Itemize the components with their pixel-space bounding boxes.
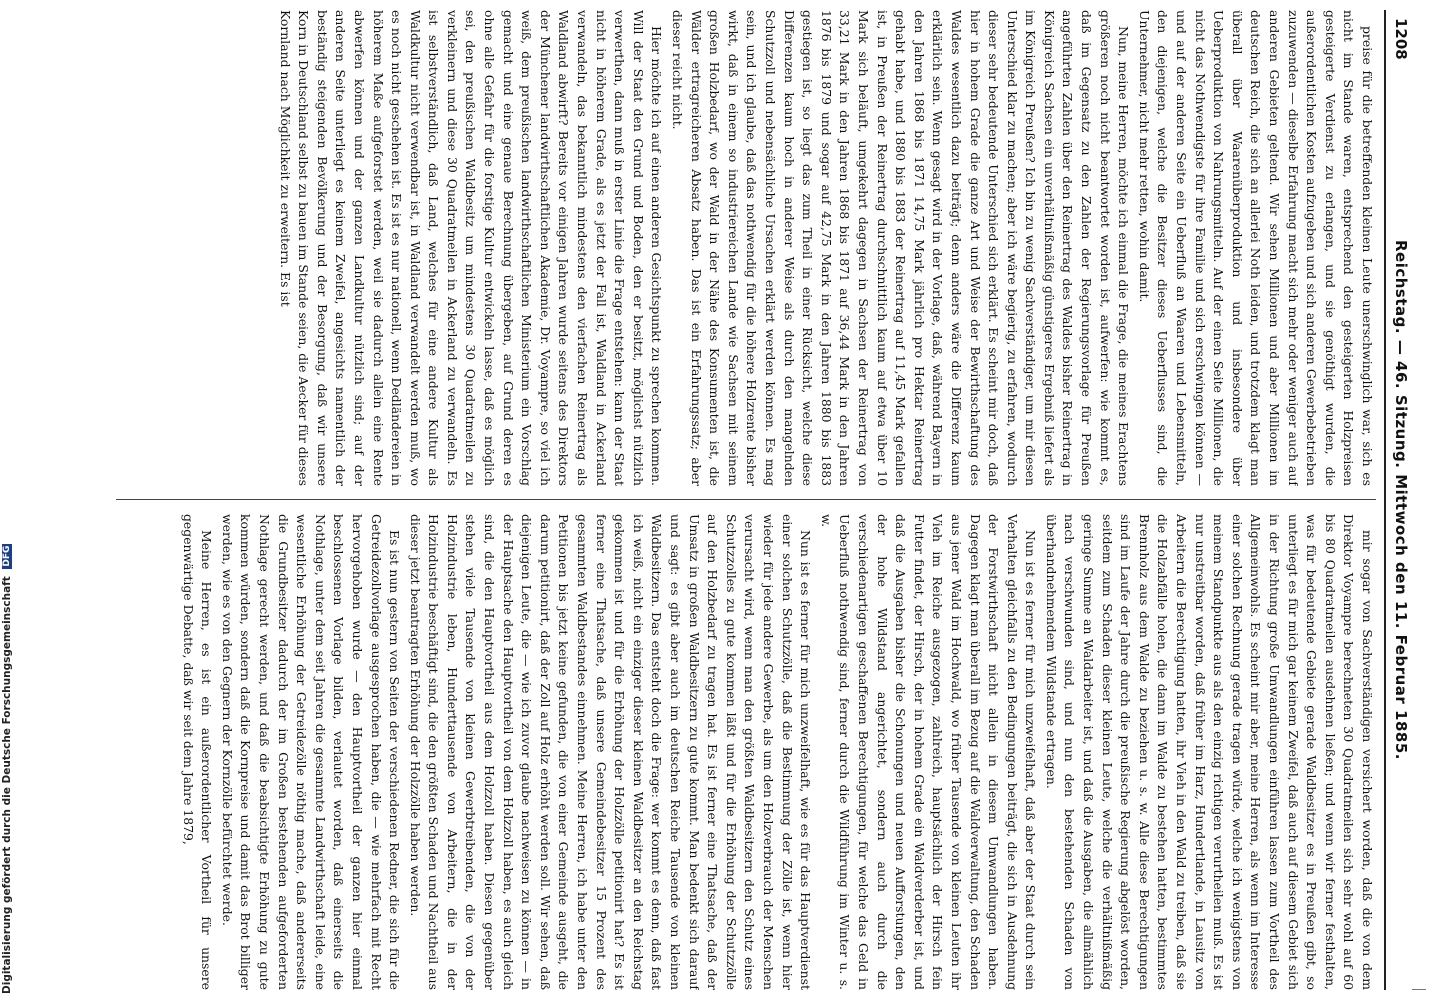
paragraph: Nun, meine Herren, möchte ich einmal die Frage, die meines Erachtens größeren noch nicht beantwortet worden ist, aufwerfen: wie kommt es, daß im Gegensatz zu den Zahlen der Regierungsvorlage für Preußen angeführten Zahlen über den Reinertrag des Waldes bisher Reinertrag in Königreich Sachsen ein unverhältnißmäßig günstigeres Ergebniß liefert als im Königreich Preußen? Ich bin zu wenig Sachverständiger, um mir diesen Unterschied klar zu machen; aber ich wäre begierig, zu erfahren, wodurch dieser sehr bedeutende Unterschied sich erklärt. Es scheint mir doch, daß hier in hohem Grade die ganze Art und Weise der Bewirthschaftung des Waldes wesentlich dazu beiträgt; denn anders wäre die Differenz kaum erklärlich sein. Wenn gesagt wird in der Vorlage, daß, während Bayern in den Jahren 1868 bis 1871 14,75 Mark jährlich pro Hektar Reinertrag gehabt habe, und 1880 bis 1883 der Reinertrag auf 11,45 Mark gefallen ist, in Preußen der Reinertrag durchschnittlich kaum auf etwa über 10 Mark sich beläuft, umgekehrt dagegen in Sachsen der Reinertrag von 33,21 Mark in den Jahren 1868 bis 1871 auf 36,44 Mark in den Jahren 1876 bis 1879 und sogar auf 42,75 Mark in den Jahren 1880 bis 1883 gestiegen ist, so liegt das zum Theil in einer Rücksicht, welche diese Differenzen kaum hoch in anderer Weise als durch den mangelnden Schutzzoll und nebensächliche Ursachen erklärt werden können. Es mag sein, und ich glaube, daß das nothwendig für die höhere Holzrente bisher wirkt, daß in einem so industriereichen Lande wie Sachsen mit seinem großen Holzbedarf, wo der Wald in der Nähe des Konsumenten ist, die Wälder ertragreicheren Absatz haben. Das ist ein Erfahrungssatz; aber dieser reicht nicht. <box>670 10 1132 486</box>
paragraph: Meine Herren, es ist ein außerordentlicher Vortheil für unsere gegenwärtige Debatte, daß wir seit dem Jahre 1879, <box>180 514 215 990</box>
page-number: 1208 <box>1392 18 1410 60</box>
paragraph: preise für die betreffenden kleinen Leute unerschwinglich war, sich es nicht im Stande waren, entsprechend den gesteigerten Holzpreisen gesteigerte Verdienst zu erlangen, und sie genöthigt wurden, die außerordentlichen Kosten aufzugeben und sich anderen Gewerbebetrieben zuzuwenden — dieselbe Erfahrung macht sich mehr oder weniger auch auf anderen Gebieten geltend. Wir sehen Millionen und aber Millionen im deutschen Reich, die sich an allerlei Noth leiden, und trotzdem klagt man überall über Waarenüberproduktion und insbesondere über Ueberproduktion von Nahrungsmitteln. Auf der einen Seite Millionen, die nicht das Nothwendigste für ihre Familie und sich erschwingen können — und auf der anderen Seite ein Ueberfluß an Waaren und Lebensmitteln, den diejenigen, welche die Besitzer dieses Ueberflusses sind, die Unternehmer, nicht mehr retten, wohin damit. <box>1136 10 1375 486</box>
left-column <box>116 10 1376 486</box>
dfg-logo: DFG <box>2 545 12 567</box>
page-header <box>1384 10 1416 990</box>
paragraph: Hier möchte ich auf einen anderen Gesichtspunkt zu sprechen kommen. Will der Staat den Grund und Boden, den er besitzt, möglichst nützlich verwerthen, dann muß in erster Linie die Frage entstehen: kann der Staat nicht in höherem Grade, als es jetzt der Fall ist, Waldland in Ackerland verwandeln, das bekanntlich mindestens den vierfachen Reinertrag als Waldland abwirft? Bereits vor einigen Jahren wurde seitens des Direktors der Münchener landwirthschaftlichen Akademie, Dr. Voyampre, so viel ich weiß, dem preußischen landwirthschaftlichen Ministerium ein Vorschlag gemacht und eine genaue Berechnung übergeben, auf Grund deren es ohne alle Gefahr für die forstige Kultur entwickeln lasse, daß es möglich sei, den preußischen Waldbesitz um mindestens 30 Quadratmeilen zu verkleinern und diese 30 Quadratmeilen in Ackerland zu verwandeln. Es ist selbstverständlich, daß Land, welches für eine andere Kultur als Waldkultur nicht verwendbar ist, in Waldland verwandelt werden muß, wo es noch nicht geschehen ist. Es ist es nur nationell, wenn Dedländereien in höherem Maße aufgeforstet werden, weil sie dadurch allein eine Rente abwerfen können und der ganzen Landkultur nützlich sind; auf der anderen Seite unterliegt es keinem Zweifel, angesichts namentlich der beständig steigenden Bevölkerung und der Besorgung, daß wir unsere Korn in Deutschland selbst zu bauen im Stande seien, die Aecker für dieses Kornland nach Möglichkeit zu erweitern. Es ist <box>277 10 665 486</box>
right-column <box>116 514 1376 990</box>
column-divider <box>116 499 1376 500</box>
text-columns <box>116 10 1376 990</box>
footer-text <box>1 545 15 994</box>
paragraph: Es ist nun gestern von Seiten der verschiedenen Redner, die sich für die Getreidezollvorlage ausgesprochen haben, die — wie mehrfach mit Recht hervorgehoben wurde — den Hauptvortheil der ganzen hier einmal beschlossenen Vorlage bilden, verlautet worden, daß einerseits die Nothlage, unter dem seit Jahren die gesammte Landwirthschaft leide, eine wesentliche Erhöhung der Getreidezölle nöthig mache, daß andererseits die Grundbesitzer dadurch der im Großen bestehenden aufgeforderten Nothlage gerecht werden, und daß die beabsichtigte Erhöhung zu gute kommen würden, sondern daß die Kornpreise und damit das Brot billiger werden, wie es von den Gegnern der Kornzölle befürchtet werde. <box>219 514 403 990</box>
page-edge-mark <box>1412 989 1426 990</box>
paragraph: mir sogar von Sachverständigen versichert worden, daß die von dem Direktor Voyampre berechneten 30 Quadratmeilen sich sehr wohl auf 60 bis 80 Quadratmeilen ausdehnen ließen; und wenn wir ferner festhalten, was für bedeutende Gebiete gerade Waldbesitzer es in Preußen gibt, so unterliegt es für mich gar keinem Zweifel, daß auch auf diesem Gebiet sich in der Richtung große Umwandlungen einführen lassen zum Vortheil des Allgemeinwohls. Es scheint mir aber, meine Herren, als wenn im Interesse einer solchen Rechnung gerade tragen würde, welche ich wenigstens von meinem Standpunkte aus als den einzig richtigen verurtheilen muß. Es ist nur unstreitbar worden, daß früher im Harz, Hundertlande, in Lausitz von Arbeitern die Berechtigung hatten, ihr Vieh in den Wald zu treiben, daß sie die Holzabfälle holen, die dann im Walde zu bestehen hatten, bestimmtes Brennholz aus dem Walde zu beziehen u. s. w. Alle diese Berechtigungen sind im Laufe der Jahre durch die preußische Regierung abgelöst worden, seitdem zum Schaden dieser kleinen Leute, welche die verhältnißmäßig geringe Summe an Waldarbeiter ist, und daß die Ausgaben, die allmählich nach verschwunden sind, und nun den bestehenden Schaden von überhandnehmendem Wildstande ertragen. <box>1043 514 1375 990</box>
digitization-note: Digitalisierung gefördert durch die Deutsche Forschungsgemeinschaft <box>1 576 13 994</box>
rotated-scan <box>106 10 1416 990</box>
digitization-footer <box>1 545 18 994</box>
paragraph: Nun ist es ferner für mich unzweifelhaft, wie es für das Hauptverdienst einer solchen Schutzzölle, daß die Bestimmung der Zölle ist, wenn hier wieder für jede andere Gewerbe, als um den Holzverbrauch der Menschen verursacht wird, wenn man den größten Waldbesitzern den Schutz eines Schutzzolles zu gute kommen läßt und für die Erhöhung der Schutzzölle auf den Holzbedarf zu tragen hat. Es ist ferner eine Thatsache, daß der Umsatz in großen Waldbesitzern zu gute kommt. Man bedenkt sich darauf und sagt: es gibt aber auch im deutschen Reiche Tausende von kleinen Waldbesitzern. Das entsteht doch die Frage: wer kommt es denn, daß fast ich weiß, nicht ein einziger dieser kleinen Waldbesitzer an den Reichstag gekommen ist und für die Erhöhung der Holzzölle petitionirt hat? Es ist ferner eine Thatsache, daß unsere Gemeindebesitzer 15 Prozent des gesammten Waldbestandes einnehmen. Meine Herren, ich habe unter den Petitionen bis jetzt keine gefunden, die von einer Gemeinde ausgeht, die darum petitionirt, daß der Zoll auf Holz erhöht werden soll. Wir sehen, daß diejenigen Leute, die — wie ich zuvor glaube nachweisen zu können — in der Hauptsache den Hauptvortheil von dem Holzzoll haben, es auch gleich sind, die den Hauptvortheil aus dem Holzzoll haben. Diesen gegenüber stehen viele Tausende von kleinen Gewerbtreibenden, die von der Holzindustrie leben, Hunderttausende von Arbeitern, die in der Holzindustrie beschäftigt sind, die den größten Schaden und Nachtheil aus dieser jetzt beantragten Erhöhung der Holzzölle haben werden. <box>407 514 814 990</box>
paragraph: Nun ist es ferner für mich unzweifelhaft, daß aber der Staat durch sein Verhalten gleichfalls zu den Bedingungen beiträgt, die sich in Ausdehnung der Forstwirthschaft nicht allein in diesem Umwandlungen haben. Dagegen klagt man überall im Bezug auf die Waldverwaltung, den Schaden aus jener Wald im Hochwald, wo früher Tausende von kleinen Leuten ihr Vieh im Reiche ausgezogen, zahlreich, hauptsächlich der Hirsch fein Futter findet, der Hirsch, der in hohem Grade ein Waldverderber ist, und daß die Ausgaben bisher die Schonungen und neuen Aufforstungen, den der hohe Wildstand angerichtet, sondern auch durch die verschiedenartigen geschaffenen Berechtigungen, für welche das Geld in Ueberfluß nothwendig sind, ferner durch die Wildführung im Winter u. s. w. <box>818 514 1039 990</box>
running-title: Reichstag. — 46. Sitzung. Mittwoch den 11. Februar 1885. <box>1392 240 1410 760</box>
